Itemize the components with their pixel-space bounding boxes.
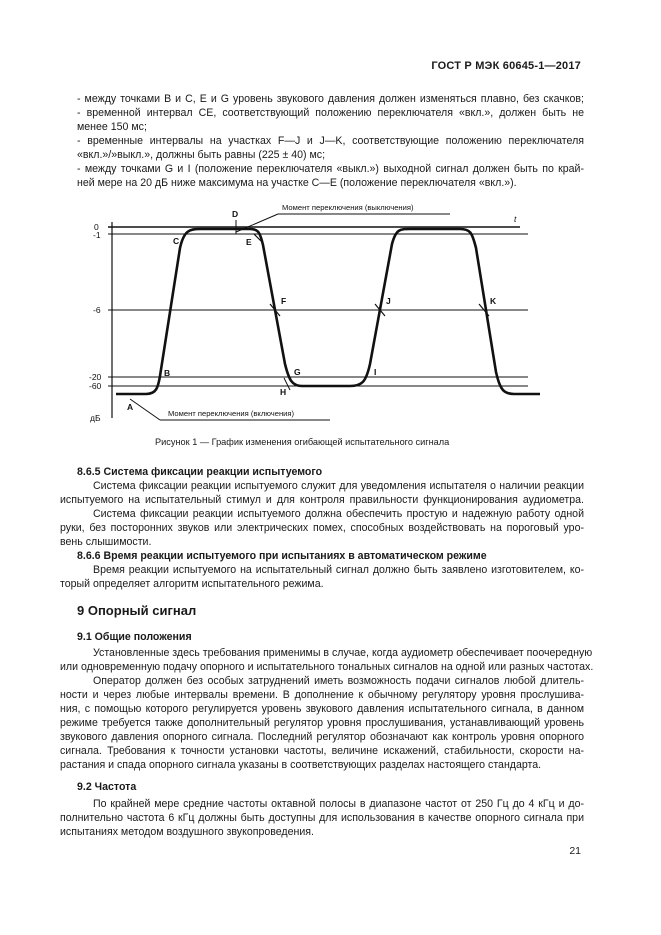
- page-number: 21: [569, 845, 581, 857]
- paragraph-line: Время реакции испытуемого на испытательный сигнал должно быть заявлено изготовителем, ко-: [93, 564, 584, 576]
- point-i: I: [374, 367, 377, 377]
- section-8-6-6-title: 8.6.6 Время реакции испытуемого при испытаниях в автоматическом режиме: [77, 550, 487, 562]
- point-j: J: [386, 296, 391, 306]
- list-item: - временной интервал CE, соответствующий положению переключателя «вкл.», должен быть не: [77, 107, 584, 119]
- point-k: K: [490, 296, 497, 306]
- list-item: - временные интервалы на участках F—J и J—K, соответствующие положению переключателя: [77, 135, 584, 147]
- point-c: C: [173, 236, 180, 246]
- envelope-figure: [0, 195, 661, 435]
- y-label-minus1: -1: [93, 230, 101, 240]
- paragraph-line: Система фиксации реакции испытуемого служит для уведомления испытателя о наличии реакции: [93, 480, 584, 492]
- paragraph-line: режиме требуется также дополнительный регулятор уровня прослушивания, устанавливающий уровень: [60, 717, 584, 729]
- figure-caption: Рисунок 1 — График изменения огибающей испытательного сигнала: [155, 437, 450, 447]
- y-label-minus60: -60: [89, 381, 102, 391]
- paragraph-line: испытаниях методом воздушного звукопроведения.: [60, 826, 314, 838]
- point-f: F: [281, 296, 287, 306]
- point-g: G: [294, 367, 301, 377]
- list-item: - между точками G и I (положение переключателя «выкл.») выходной сигнал должен быть по край-: [77, 163, 584, 175]
- paragraph-line: ности и через любые интервалы времени. В дополнение к обычному регулятору уровня прослушива-: [60, 689, 584, 701]
- paragraph-line: Установленные здесь требования применимы в случае, когда аудиометр обеспечивает поочередную: [93, 647, 593, 659]
- y-label-0: 0: [94, 222, 99, 232]
- list-item: - между точками B и C, E и G уровень звукового давления должен изменяться плавно, без скачков;: [77, 93, 584, 105]
- note-switch-off: Момент переключения (включения): [168, 409, 295, 418]
- paragraph-line: полнительно частота 6 кГц должны быть доступны для использования в качестве опорного сигнала при: [60, 812, 584, 824]
- section-8-6-5-title: 8.6.5 Система фиксации реакции испытуемого: [77, 466, 323, 478]
- paragraph-line: Система фиксации реакции испытуемого должна обеспечить простую и надежную работу одной: [93, 508, 584, 520]
- paragraph-line: Оператор должен без особых затруднений иметь возможность подачи сигналов любой длитель-: [93, 675, 584, 687]
- paragraph-line: звукового давления опорного сигнала. Последний регулятор обозначают как контроль уровня опорного: [60, 731, 584, 743]
- y-label-minus6: -6: [93, 305, 101, 315]
- document-header: ГОСТ Р МЭК 60645-1—2017: [431, 60, 581, 72]
- paragraph-line: ния, с помощью которого регулируется уровень звукового давления испытательного сигнала, в данном: [60, 703, 584, 715]
- y-axis-unit: дБ: [90, 413, 101, 423]
- paragraph-line: руки, без посторонних звуков или электрических помех, способных воздействовать на пороговый уро-: [60, 522, 584, 534]
- list-item: менее 150 мс;: [77, 121, 147, 133]
- point-h: H: [280, 387, 287, 397]
- section-9-title: 9 Опорный сигнал: [77, 603, 197, 618]
- paragraph-line: По крайней мере средние частоты октавной полосы в диапазоне частот от 250 Гц до 4 кГц и до-: [93, 798, 584, 810]
- point-e: E: [246, 237, 252, 247]
- note-switch-on: Момент переключения (выключения): [282, 203, 414, 212]
- list-item: «вкл.»/»выкл.», должны быть равны (225 ± 40) мс;: [77, 149, 326, 161]
- leader-off: [130, 399, 160, 420]
- envelope-curve: [116, 229, 540, 394]
- point-a: A: [127, 402, 134, 412]
- paragraph-line: или одновременную подачу опорного и испытательного тональных сигналов на одной или разных частотах.: [60, 661, 594, 673]
- paragraph-line: испытуемого на испытательный стимул и для контроля правильности функционирования аудиометра.: [60, 494, 584, 506]
- point-d: D: [232, 209, 239, 219]
- section-9-2-title: 9.2 Частота: [77, 781, 137, 793]
- list-item: ней мере на 20 дБ ниже максимума на участке C—E (положение переключателя «вкл.»).: [77, 177, 517, 189]
- paragraph-line: вень слышимости.: [60, 536, 152, 548]
- t-axis-label: t: [514, 214, 517, 224]
- paragraph-line: растания и спада опорного сигнала указаны в соответствующих разделах настоящего стандарта.: [60, 759, 542, 771]
- point-b: B: [164, 368, 171, 378]
- section-9-1-title: 9.1 Общие положения: [77, 631, 192, 643]
- paragraph-line: сигнала. Требования к точности установки частоты, величине искажений, стабильности, скорости на-: [60, 745, 584, 757]
- paragraph-line: торый определяет алгоритм испытательного режима.: [60, 578, 324, 590]
- y-label-minus20: -20: [89, 372, 102, 382]
